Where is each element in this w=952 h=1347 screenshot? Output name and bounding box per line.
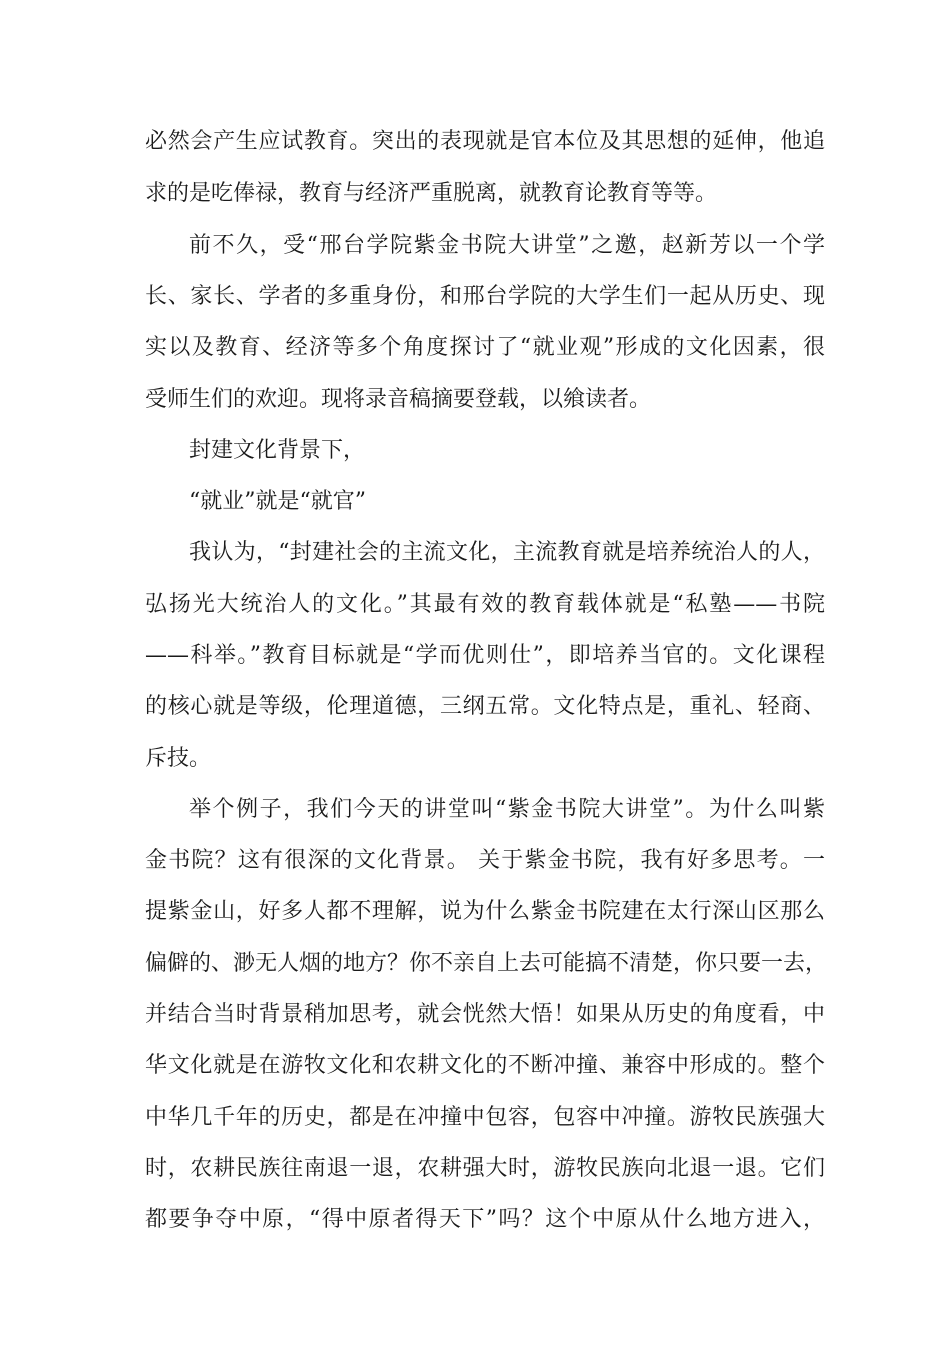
text-line: 弘扬光大统治人的文化。”其最有效的教育载体就是“私塾——书院 (145, 592, 825, 617)
text-line: 中华几千年的历史，都是在冲撞中包容，包容中冲撞。游牧民族强大 (145, 1105, 825, 1130)
text-line: 的核心就是等级，伦理道德，三纲五常。文化特点是，重礼、轻商、 (145, 694, 825, 719)
text-line: 必然会产生应试教育。突出的表现就是官本位及其思想的延伸，他追 (145, 129, 825, 154)
text-line: 斥技。 (145, 746, 212, 771)
text-line: 金书院？这有很深的文化背景。 关于紫金书院，我有好多思考。一 (145, 848, 825, 873)
text-line: 实以及教育、经济等多个角度探讨了“就业观”形成的文化因素，很 (145, 335, 825, 360)
text-line: 并结合当时背景稍加思考，就会恍然大悟！如果从历史的角度看，中 (145, 1002, 825, 1027)
text-line: 时，农耕民族往南退一退，农耕强大时，游牧民族向北退一退。它们 (145, 1156, 825, 1181)
text-line: 华文化就是在游牧文化和农耕文化的不断冲撞、兼容中形成的。整个 (145, 1053, 825, 1078)
text-line: 求的是吃俸禄，教育与经济严重脱离，就教育论教育等等。 (145, 181, 718, 206)
text-line: 举个例子，我们今天的讲堂叫“紫金书院大讲堂”。为什么叫紫 (189, 797, 825, 822)
section-heading: 封建文化背景下， (189, 438, 366, 463)
text-line: 提紫金山，好多人都不理解，说为什么紫金书院建在太行深山区那么 (145, 899, 825, 924)
text-line: 前不久，受“邢台学院紫金书院大讲堂”之邀，赵新芳以一个学 (189, 233, 825, 258)
section-heading: “就业”就是“就官” (189, 489, 366, 514)
text-line: 都要争夺中原，“得中原者得天下”吗？这个中原从什么地方进入， (145, 1207, 825, 1232)
text-line: 受师生们的欢迎。现将录音稿摘要登载，以飨读者。 (145, 387, 652, 412)
text-line: 我认为，“封建社会的主流文化，主流教育就是培养统治人的人， (189, 540, 825, 565)
text-line: 偏僻的、渺无人烟的地方？你不亲自上去可能搞不清楚，你只要一去， (145, 951, 828, 976)
text-line: 长、家长、学者的多重身份，和邢台学院的大学生们一起从历史、现 (145, 284, 825, 309)
text-line: ——科举。”教育目标就是“学而优则仕”，即培养当官的。文化课程 (145, 643, 825, 668)
